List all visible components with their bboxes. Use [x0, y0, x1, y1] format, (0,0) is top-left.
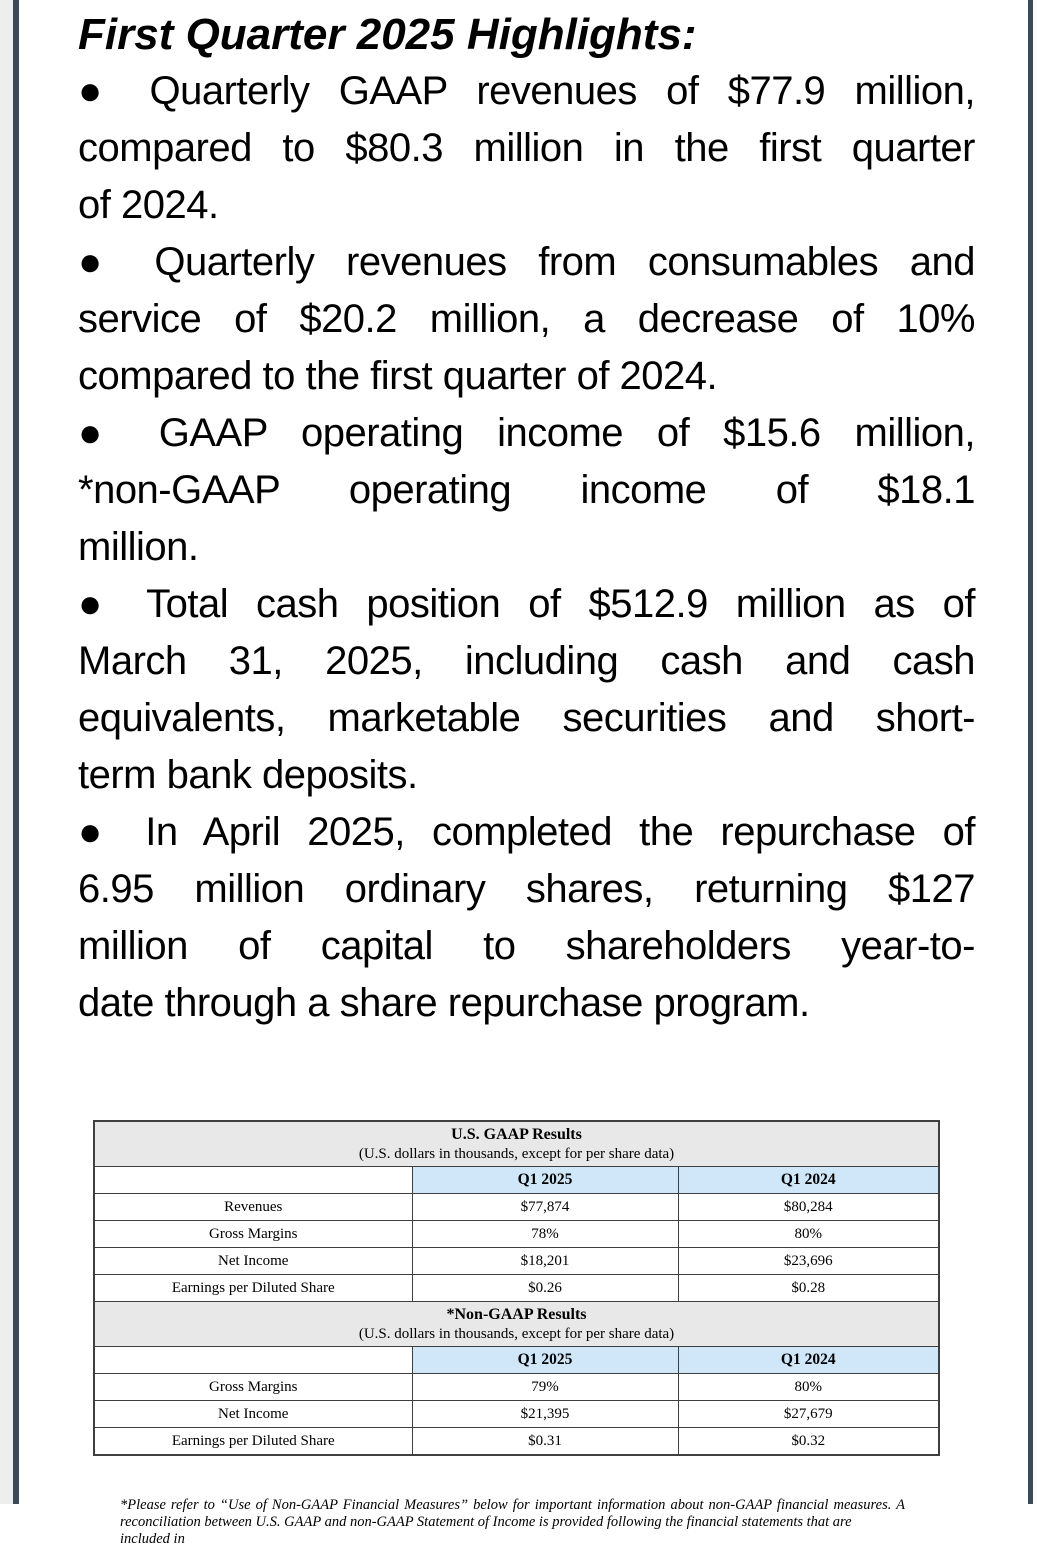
highlight-line: million.: [78, 525, 199, 569]
section-subtitle: (U.S. dollars in thousands, except for per share data): [358, 1326, 675, 1342]
value-cell: $18,201: [412, 1248, 678, 1275]
section-subtitle: (U.S. dollars in thousands, except for per share data): [358, 1146, 675, 1162]
value-cell: $23,696: [678, 1248, 939, 1275]
highlight-line: million of capital to shareholders year-to-: [78, 924, 975, 968]
highlight-line: term bank deposits.: [78, 753, 418, 797]
page-margin-strip-left: [0, 0, 13, 1504]
section-title: U.S. GAAP Results: [451, 1126, 582, 1143]
table-row: [94, 1401, 939, 1428]
highlights-list: [78, 63, 975, 1032]
section-header-row: [94, 1121, 939, 1167]
row-label-cell: Revenues: [94, 1194, 412, 1221]
highlight-line: compared to the first quarter of 2024.: [78, 354, 718, 398]
section-header-cell: [94, 1302, 939, 1347]
table-row: [94, 1275, 939, 1302]
value-cell: 80%: [678, 1374, 939, 1401]
highlights-section: [19, 0, 975, 1032]
highlight-line: 6.95 million ordinary shares, returning $127: [78, 867, 975, 911]
empty-header-cell: [94, 1167, 412, 1194]
value-cell: $0.26: [412, 1275, 678, 1302]
highlight-line: ● In April 2025, completed the repurchase of: [78, 810, 975, 854]
highlight-line: equivalents, marketable securities and short-: [78, 696, 975, 740]
row-label-cell: Gross Margins: [94, 1221, 412, 1248]
table-section: [94, 1302, 939, 1456]
table-row: [94, 1428, 939, 1456]
page-title: First Quarter 2025 Highlights:: [78, 10, 697, 59]
table-row: [94, 1221, 939, 1248]
value-cell: $80,284: [678, 1194, 939, 1221]
quarter-header-cell: Q1 2024: [678, 1347, 939, 1374]
highlight-line: ● Quarterly revenues from consumables and: [78, 240, 975, 284]
table-row: [94, 1194, 939, 1221]
section-title: *Non-GAAP Results: [446, 1306, 587, 1323]
section-header-row: [94, 1302, 939, 1347]
row-label-cell: Earnings per Diluted Share: [94, 1275, 412, 1302]
page-margin-strip-right: [1033, 0, 1037, 1504]
value-cell: 80%: [678, 1221, 939, 1248]
value-cell: $21,395: [412, 1401, 678, 1428]
value-cell: $27,679: [678, 1401, 939, 1428]
quarter-header-cell: Q1 2024: [678, 1167, 939, 1194]
footnote-line-2: reconciliation between U.S. GAAP and non-GAAP Statement of Income is provided following the financial statements that are included in: [120, 1514, 852, 1547]
column-header-row: [94, 1167, 939, 1194]
table-row: [94, 1374, 939, 1401]
value-cell: 78%: [412, 1221, 678, 1248]
column-header-row: [94, 1347, 939, 1374]
footnote-line-1: *Please refer to “Use of Non-GAAP Financial Measures” below for important information about non-GAAP financial measures. A: [120, 1497, 905, 1513]
section-header-cell: [94, 1121, 939, 1167]
row-label-cell: Gross Margins: [94, 1374, 412, 1401]
empty-header-cell: [94, 1347, 412, 1374]
value-cell: 79%: [412, 1374, 678, 1401]
row-label-cell: Net Income: [94, 1401, 412, 1428]
value-cell: $77,874: [412, 1194, 678, 1221]
financial-results-table: [93, 1120, 940, 1456]
highlight-line: date through a share repurchase program.: [78, 981, 810, 1025]
highlight-line: ● Total cash position of $512.9 million as of: [78, 582, 975, 626]
highlight-line: *non-GAAP operating income of $18.1: [78, 468, 975, 512]
table-row: [94, 1248, 939, 1275]
highlight-line: ● Quarterly GAAP revenues of $77.9 million,: [78, 69, 975, 113]
table-section: [94, 1121, 939, 1302]
quarter-header-cell: Q1 2025: [412, 1347, 678, 1374]
page-content: [19, 0, 1028, 1547]
value-cell: $0.31: [412, 1428, 678, 1456]
row-label-cell: Earnings per Diluted Share: [94, 1428, 412, 1456]
highlight-line: March 31, 2025, including cash and cash: [78, 639, 975, 683]
footnote: [120, 1497, 905, 1547]
quarter-header-cell: Q1 2025: [412, 1167, 678, 1194]
value-cell: $0.28: [678, 1275, 939, 1302]
highlight-line: service of $20.2 million, a decrease of 10%: [78, 297, 975, 341]
highlight-line: compared to $80.3 million in the first quarter: [78, 126, 975, 170]
value-cell: $0.32: [678, 1428, 939, 1456]
row-label-cell: Net Income: [94, 1248, 412, 1275]
highlight-line: ● GAAP operating income of $15.6 million,: [78, 411, 975, 455]
highlight-line: of 2024.: [78, 183, 219, 227]
